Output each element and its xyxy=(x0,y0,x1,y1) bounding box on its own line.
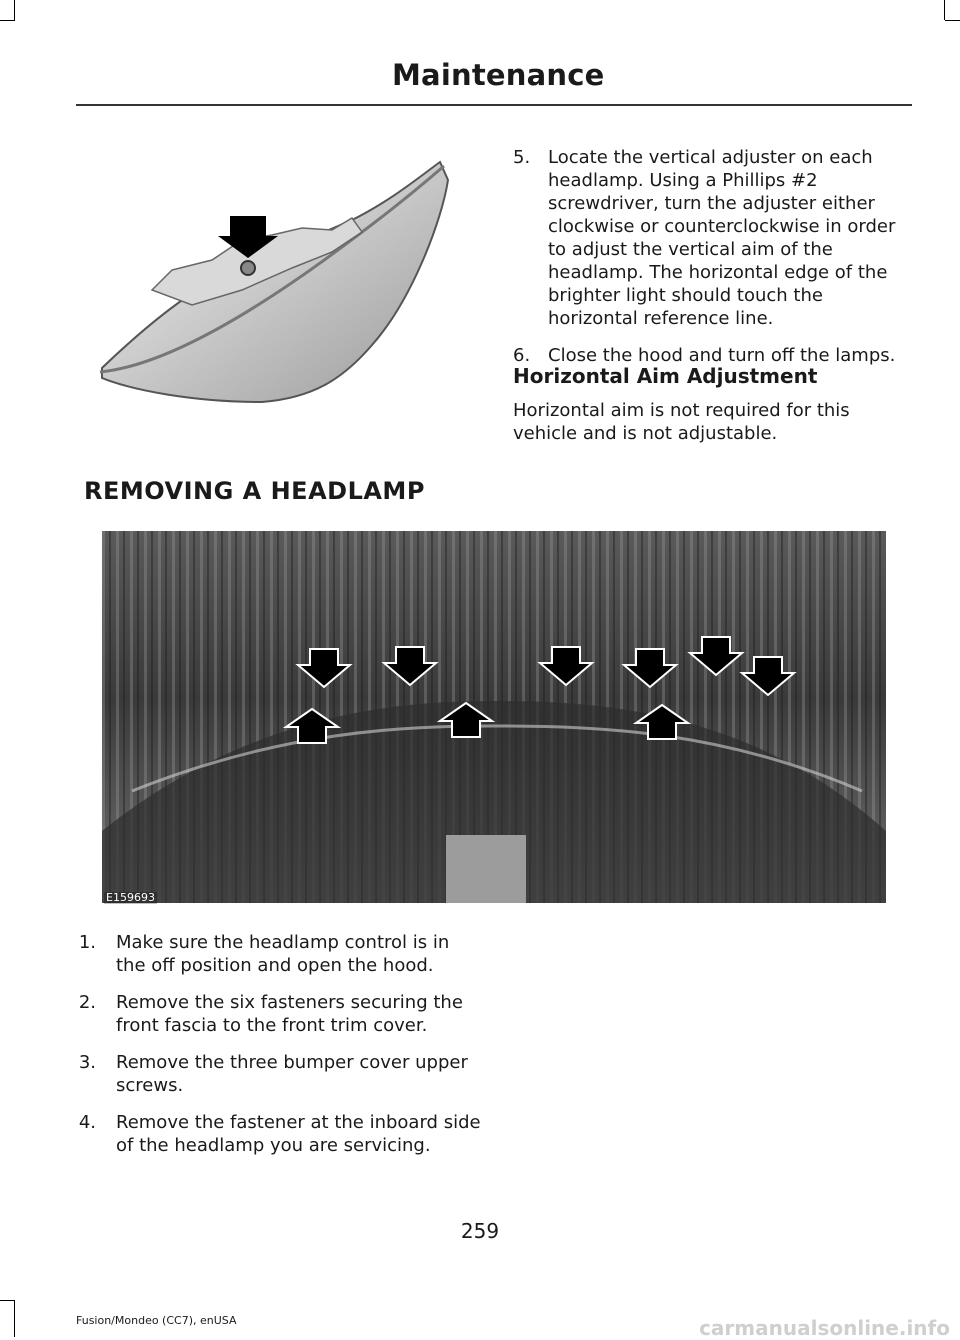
crop-mark xyxy=(0,1300,15,1301)
header-divider xyxy=(76,104,912,106)
list-item xyxy=(56,991,481,1037)
front-fascia-illustration xyxy=(102,531,886,903)
step-number: 6. xyxy=(513,345,531,366)
step-number: 5. xyxy=(513,147,531,168)
headlamp-body xyxy=(102,162,448,402)
list-item xyxy=(56,931,481,977)
headlamp-illustration xyxy=(92,140,464,412)
figure-code: E159693 xyxy=(106,891,155,904)
step-number: 1. xyxy=(78,932,96,953)
removal-steps xyxy=(56,931,481,1171)
crop-mark xyxy=(944,0,945,20)
license-plate-area xyxy=(446,835,526,903)
step-text: Remove the six fasteners securing the front fascia to the front trim cover. xyxy=(116,992,463,1036)
footer-text: Fusion/Mondeo (CC7), enUSA xyxy=(76,1314,237,1327)
step-text: Remove the three bumper cover upper screws. xyxy=(116,1052,468,1096)
crop-mark xyxy=(945,20,960,21)
vertical-adjuster xyxy=(241,261,255,275)
list-item xyxy=(56,1051,481,1097)
step-text: Make sure the headlamp control is in the off position and open the hood. xyxy=(116,932,450,976)
subsection-body: Horizontal aim is not required for this vehicle and is not adjustable. xyxy=(513,400,850,444)
watermark[interactable]: carmanualsonline.info xyxy=(699,1316,950,1340)
subsection-heading: Horizontal Aim Adjustment xyxy=(513,364,818,388)
list-item xyxy=(56,1111,481,1157)
crop-mark xyxy=(14,1300,15,1337)
step-text: Close the hood and turn off the lamps. xyxy=(548,345,896,366)
list-item xyxy=(513,146,913,330)
step-number: 3. xyxy=(78,1052,96,1073)
page-number: 259 xyxy=(460,1219,500,1243)
crop-mark xyxy=(0,20,15,21)
step-number: 4. xyxy=(78,1112,96,1133)
step-text: Locate the vertical adjuster on each headlamp. Using a Phillips #2 screwdriver, turn the adjuster either clockwise or counterclockwise in order to adjust the vertical aim of the headlamp. The horizontal edge of the brighter light should touch the horizontal reference line. xyxy=(548,147,896,329)
page-title: Maintenance xyxy=(392,58,605,92)
section-title: REMOVING A HEADLAMP xyxy=(84,477,425,505)
step-text: Remove the fastener at the inboard side of the headlamp you are servicing. xyxy=(116,1112,481,1156)
step-number: 2. xyxy=(78,992,96,1013)
crop-mark xyxy=(14,0,15,20)
vertical-aim-steps xyxy=(513,146,913,381)
